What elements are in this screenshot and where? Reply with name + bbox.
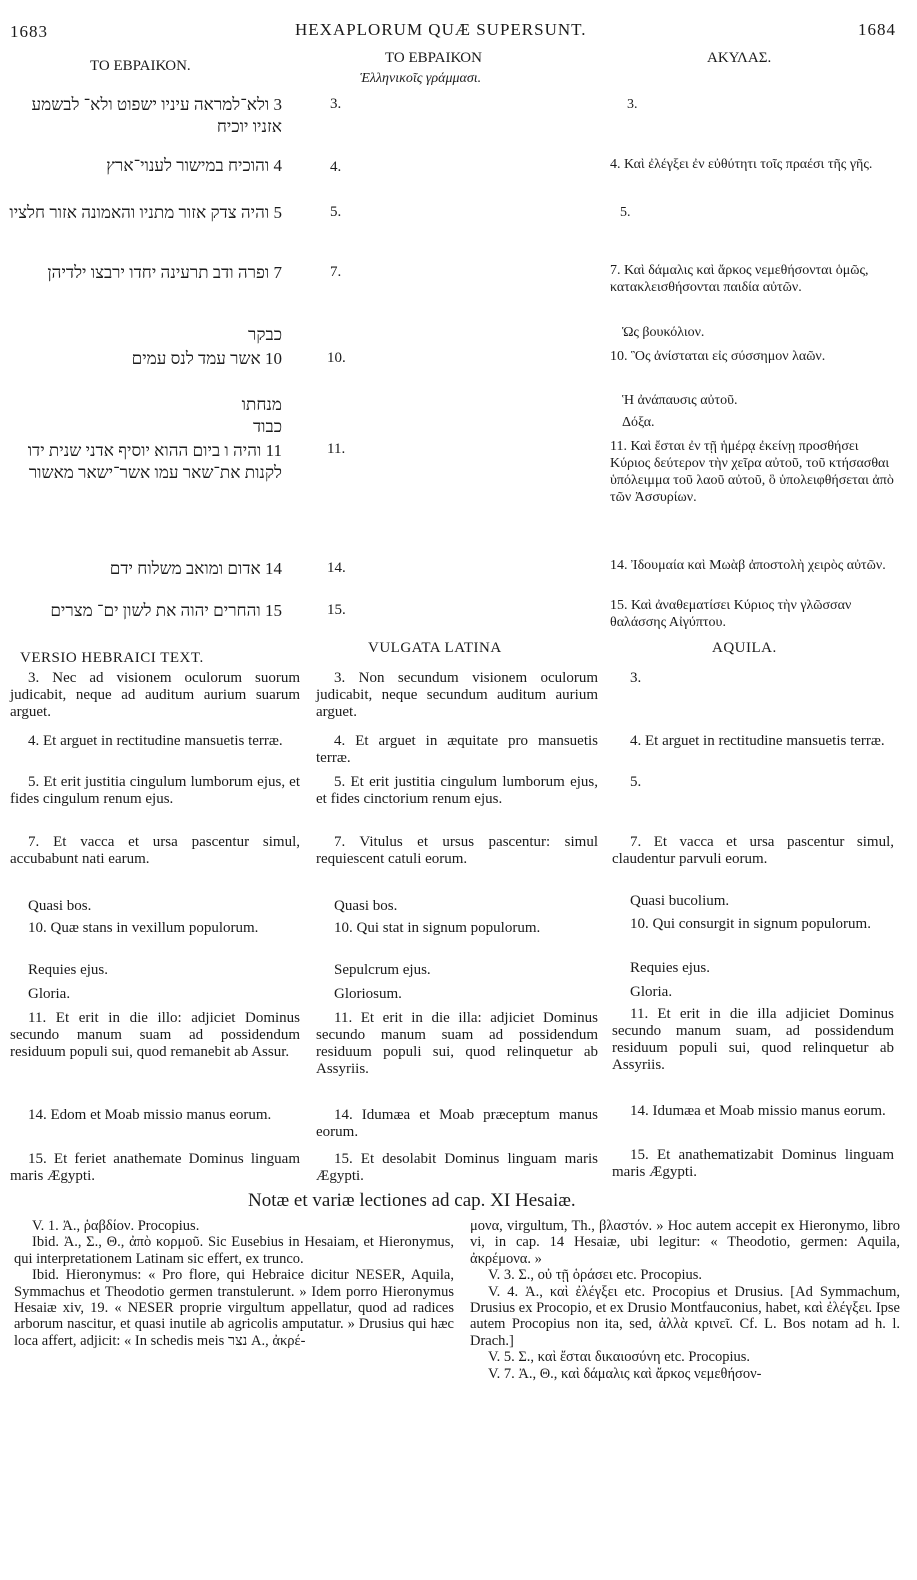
- hebrew-verse-14: 14 אדום ומואב משלוח ידם: [109, 559, 282, 578]
- hebrew-verse-4: 4 והוכיח במישור לענוי־ארץ: [106, 156, 282, 175]
- aquila-greek-gloria: Δόξα.: [622, 415, 655, 430]
- versio-verse-14: 14. Edom et Moab missio manus eorum.: [28, 1107, 272, 1123]
- notes-left-column: [14, 1218, 454, 1349]
- aquila-latin-14: 14. Idumæa et Moab missio manus eorum.: [630, 1103, 886, 1119]
- hebrew-gloria: כבוד: [252, 417, 282, 436]
- vulgata-sepulcrum: Sepulcrum ejus.: [334, 962, 431, 978]
- aquila-latin-7: 7. Et vacca et ursa pascentur simul, claudentur parvuli eorum.: [612, 834, 894, 867]
- aquila-greek-11: 11. Καὶ ἔσται ἐν τῇ ἡμέρᾳ ἐκείνῃ προσθήσει Κύριος δεύτερον τὴν χεῖρα αὐτοῦ, τοῦ κτήσασθαι ὑπόλειμμα τοῦ λαοῦ αὐτοῦ, ὃ ὑπολειφθήσεται ἀπὸ τῶν Ἀσσυρίων.: [610, 439, 894, 505]
- aquila-latin-requies: Requies ejus.: [630, 960, 710, 976]
- aquila-greek-14: 14. Ἰδουμαία καὶ Μωὰβ ἀποστολὴ χειρὸς αὐτῶν.: [610, 558, 886, 573]
- hebrew-verse-11: 11 והיה ו ביום ההוא יוסיף אדני שנית ידו לקנות את־שאר עמו אשר־ישאר מאשור: [27, 441, 282, 482]
- vulgata-verse-4: 4. Et arguet in æquitate pro mansuetis terræ.: [316, 733, 598, 766]
- aquila-latin-3: 3.: [630, 670, 642, 686]
- vulgata-verse-15: 15. Et desolabit Dominus linguam maris Ægypti.: [316, 1151, 598, 1184]
- hebrew-num-5: 5.: [330, 204, 342, 220]
- aquila-latin-quasi-bucolium: Quasi bucolium.: [630, 893, 730, 909]
- versio-verse-15: 15. Et feriet anathemate Dominus linguam maris Ægypti.: [10, 1151, 300, 1184]
- running-title: HEXAPLORUM QUÆ SUPERSUNT.: [295, 20, 587, 39]
- col-title-hebraikon: ΤΟ ΕΒΡΑΙΚΟΝ.: [90, 58, 191, 74]
- versio-verse-3: 3. Nec ad visionem oculorum suorum judicabit, neque ad auditum aurium suarum arguet.: [10, 670, 300, 720]
- vulgata-quasi-bos: Quasi bos.: [334, 898, 398, 914]
- col-title-versio: VERSIO HEBRAICI TEXT.: [20, 650, 204, 666]
- versio-verse-7: 7. Et vacca et ursa pascentur simul, accubabunt nati earum.: [10, 834, 300, 867]
- versio-verse-11: 11. Et erit in die illo: adjiciet Dominus secundo manum suam ad possidendum residuum populi sui, quod remanebit ab Assur.: [10, 1010, 300, 1060]
- aquila-greek-4: 4. Καὶ ἐλέγξει ἐν εὐθύτητι τοῖς πραέσι τῆς γῆς.: [610, 157, 873, 172]
- hebrew-num-10: 10.: [327, 350, 346, 366]
- vulgata-verse-10: 10. Qui stat in signum populorum.: [334, 920, 541, 936]
- vulgata-verse-3: 3. Non secundum visionem oculorum judicabit, neque secundum auditum aurium arguet.: [316, 670, 598, 720]
- versio-quasi-bos: Quasi bos.: [28, 898, 92, 914]
- aquila-greek-5: 5.: [620, 205, 631, 220]
- versio-requies: Requies ejus.: [28, 962, 108, 978]
- hebrew-verse-5: 5 והיה צדק אזור מתניו והאמונה אזור חלציו: [9, 203, 282, 222]
- note-right-2: V. 3. Σ., οὐ τῇ ὁράσει etc. Procopius.: [488, 1267, 703, 1284]
- note-left-3: Ibid. Hieronymus: « Pro flore, qui Hebraice dicitur NESER, Aquila, Symmachus et Theodotio germen transtulerunt. » Idem porro Hieronymus Hesaiæ xiv, 19. « NESER proprie virgultum appellatur, quod ad radices arborum nascitur, et quasi inutile ab agricolis amputatur. » Drusius qui hæc loca affert, adjicit: « In schedis meis נצר Α., ἀκρέ-: [14, 1267, 454, 1349]
- col-subtitle-greek-letters: Ἑλληνικοῖς γράμμασι.: [360, 71, 482, 86]
- vulgata-verse-7: 7. Vitulus et ursus pascentur: simul requiescent catuli eorum.: [316, 834, 598, 867]
- note-right-5: V. 7. Ἀ., Θ., καὶ δάμαλις καὶ ἄρκος νεμεθήσον-: [488, 1365, 762, 1382]
- note-right-1: μονα, virgultum, Th., βλαστόν. » Hoc autem accepit ex Hieronymo, libro vi, in cap. 14 Hesaiæ, ubi legitur: « Theodotio, germen: Aquila, ἀκρέμονα. »: [470, 1218, 900, 1267]
- aquila-latin-10: 10. Qui consurgit in signum populorum.: [630, 916, 871, 932]
- vulgata-gloriosum: Gloriosum.: [334, 986, 402, 1002]
- page-number-right: 1684: [858, 20, 896, 39]
- page-number-left: 1683: [10, 22, 48, 41]
- vulgata-verse-11: 11. Et erit in die illa: adjiciet Dominus secundo manum suam ad possidendum residuum populi sui, quod relinquetur ab Assyriis.: [316, 1010, 598, 1077]
- hebrew-verse-7: 7 ופרה ודב תרעינה יחדו ירבצו ילדיהן: [47, 263, 282, 282]
- notes-right-column: [470, 1218, 900, 1382]
- aquila-latin-gloria: Gloria.: [630, 984, 673, 1000]
- notes-title: Notæ et variæ lectiones ad cap. XI Hesaiæ.: [248, 1190, 576, 1211]
- versio-gloria: Gloria.: [28, 986, 71, 1002]
- hebrew-requies: מנחתו: [241, 395, 282, 414]
- aquila-latin-11: 11. Et erit in die illa adjiciet Dominus secundo manum suam, ad possidendum residuum populi sui, quod relinquetur ab Assyriis.: [612, 1006, 894, 1073]
- hebrew-num-14: 14.: [327, 560, 346, 576]
- col-title-aquila-greek: ΑΚΥΛΑΣ.: [707, 50, 772, 66]
- aquila-greek-7: 7. Καὶ δάμαλις καὶ ἄρκος νεμεθήσονται ὁμῶς, κατακλεισθήσονται παιδία αὐτῶν.: [610, 263, 869, 295]
- versio-verse-10: 10. Quæ stans in vexillum populorum.: [28, 920, 259, 936]
- hebrew-num-11: 11.: [327, 441, 346, 457]
- aquila-latin-5: 5.: [630, 774, 642, 790]
- note-right-3: V. 4. Ἀ., καὶ ἐλέγξει etc. Procopius et Drusius. [Ad Symmachum, Drusius ex Procopio, et ex Drusio Montfauconius, habet, καὶ ἐλέγξει. Ipse autem Procopius non ita, sed, ἀλλὰ κρινεῖ. Cf. L. Bos notam ad h. l. Drach.]: [470, 1283, 900, 1349]
- hebrew-verse-15: 15 והחרים יהוה את לשון ים־ מצרים: [50, 601, 282, 620]
- hebrew-num-7: 7.: [330, 264, 342, 280]
- aquila-greek-bucolium: Ὡς βουκόλιον.: [622, 325, 705, 340]
- aquila-greek-10: 10. Ὃς ἀνίσταται εἰς σύσσημον λαῶν.: [610, 349, 826, 364]
- aquila-greek-3: 3.: [627, 97, 638, 112]
- versio-verse-5: 5. Et erit justitia cingulum lumborum ejus, et fides cingulum renum ejus.: [10, 774, 300, 807]
- col-title-aquila-latin: AQUILA.: [712, 640, 777, 656]
- hebrew-num-15: 15.: [327, 602, 346, 618]
- hebrew-verse-10: 10 אשר עמד לנס עמים: [131, 349, 282, 368]
- col-title-hebraikon-greek: ΤΟ ΕΒΡΑΙΚΟΝ: [385, 50, 482, 66]
- aquila-greek-requies: Ἡ ἀνάπαυσις αὐτοῦ.: [622, 393, 738, 408]
- hebrew-verse-3: 3 ולא־למראה עיניו ישפוט ולא־ לבשמע אזניו יוכיח: [31, 95, 282, 136]
- note-right-4: V. 5. Σ., καὶ ἔσται δικαιοσύνη etc. Procopius.: [488, 1349, 751, 1366]
- aquila-greek-15: 15. Καὶ ἀναθεματίσει Κύριος τὴν γλῶσσαν θαλάσσης Αἰγύπτου.: [610, 598, 852, 630]
- col-title-vulgata: VULGATA LATINA: [368, 640, 502, 656]
- hebrew-quasi-bos: כבקר: [248, 325, 282, 344]
- versio-verse-4: 4. Et arguet in rectitudine mansuetis terræ.: [28, 733, 283, 749]
- hebrew-num-3: 3.: [330, 96, 342, 112]
- note-left-2: Ibid. Ἀ., Σ., Θ., ἀπὸ κορμοῦ. Sic Eusebius in Hesaiam, et Hieronymus, qui interpretationem Latinam sic effert, ex trunco.: [14, 1234, 454, 1267]
- vulgata-verse-5: 5. Et erit justitia cingulum lumborum ejus, et fides cinctorium renum ejus.: [316, 774, 598, 807]
- vulgata-verse-14: 14. Idumæa et Moab præceptum manus eorum.: [316, 1107, 598, 1140]
- note-left-1: V. 1. Ἀ., ῥαβδίον. Procopius.: [32, 1218, 200, 1234]
- hebrew-num-4: 4.: [330, 159, 342, 175]
- aquila-latin-4: 4. Et arguet in rectitudine mansuetis terræ.: [630, 733, 885, 749]
- aquila-latin-15: 15. Et anathematizabit Dominus linguam maris Ægypti.: [612, 1147, 894, 1180]
